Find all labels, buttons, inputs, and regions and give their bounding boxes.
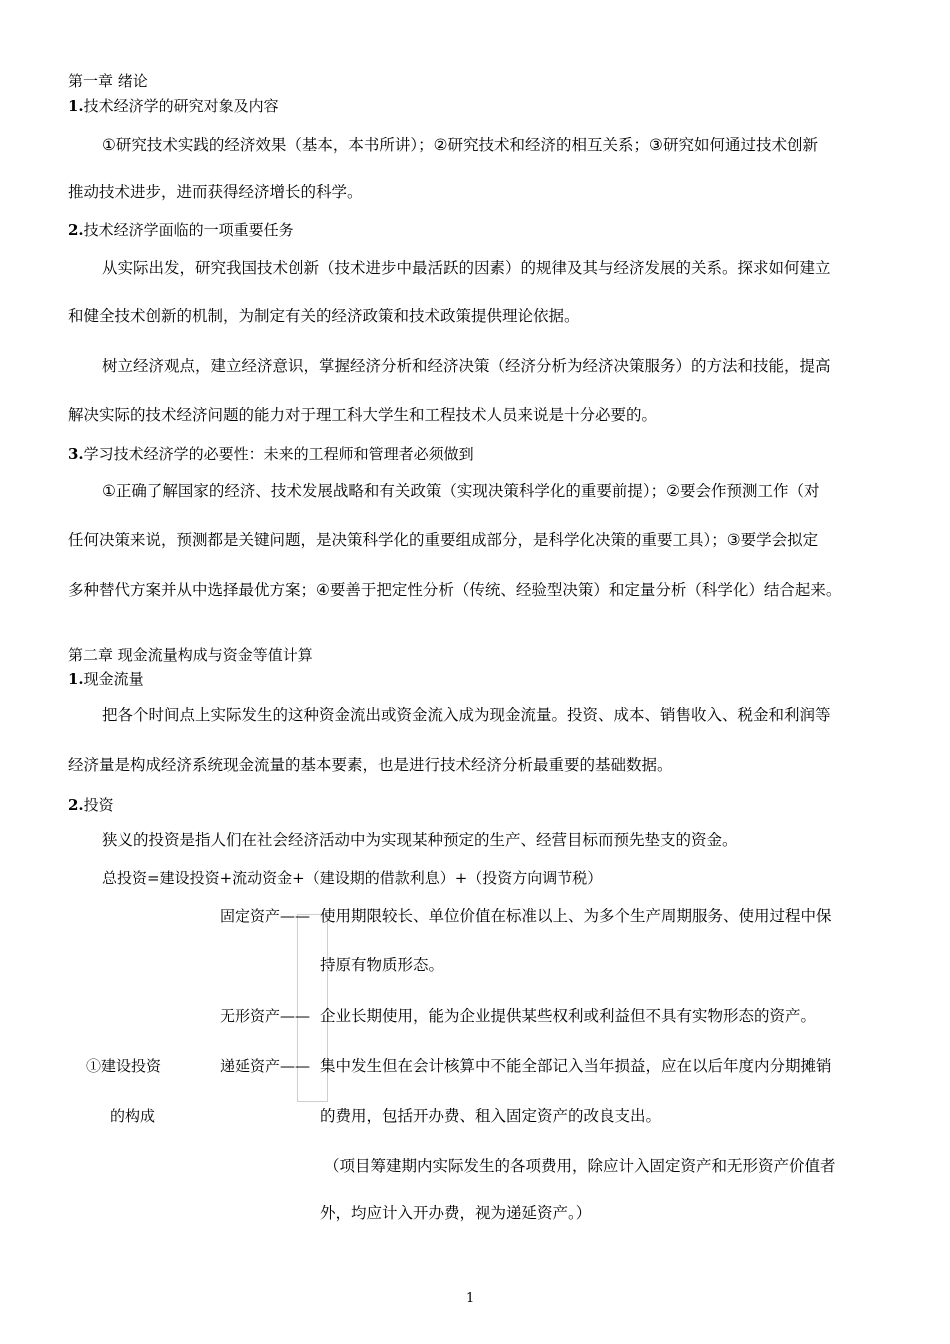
paragraph-line: 把各个时间点上实际发生的这种资金流出或资金流入成为现金流量。投资、成本、销售收入、税金和利润等 xyxy=(102,706,831,724)
paragraph-line: 解决实际的技术经济问题的能力对于理工科大学生和工程技术人员来说是十分必要的。 xyxy=(68,406,658,424)
paragraph-line: 狭义的投资是指人们在社会经济活动中为实现某种预定的生产、经营目标而预先垫支的资金。 xyxy=(102,831,738,849)
section-title: 技术经济学面临的一项重要任务 xyxy=(83,221,294,239)
section-2-2-heading xyxy=(68,795,114,815)
fixed-asset-desc: 使用期限较长、单位价值在标准以上、为多个生产周期服务、使用过程中保 xyxy=(320,907,832,925)
construction-investment-label: ①建设投资 xyxy=(86,1057,162,1075)
section-2-1-heading xyxy=(68,669,144,689)
section-title: 投资 xyxy=(83,796,114,814)
total-investment-formula: 总投资=建设投资+流动资金+（建设期的借款利息）+（投资方向调节税） xyxy=(102,869,603,887)
chapter-2-title: 第二章 现金流量构成与资金等值计算 xyxy=(68,646,313,664)
section-number: 2. xyxy=(68,221,84,239)
section-title: 技术经济学的研究对象及内容 xyxy=(83,97,279,115)
section-1-1-heading xyxy=(68,96,279,116)
paragraph-line: 和健全技术创新的机制，为制定有关的经济政策和技术政策提供理论依据。 xyxy=(68,307,580,325)
section-number: 3. xyxy=(68,445,84,463)
deferred-asset-desc: 的费用，包括开办费、租入固定资产的改良支出。 xyxy=(320,1107,662,1125)
paragraph-line: 推动技术进步，进而获得经济增长的科学。 xyxy=(68,183,363,201)
intangible-asset-label: 无形资产—— xyxy=(220,1007,311,1025)
deferred-asset-desc: 集中发生但在会计核算中不能全部记入当年损益，应在以后年度内分期摊销 xyxy=(320,1057,832,1075)
paragraph-line: 多种替代方案并从中选择最优方案；④要善于把定性分析（传统、经验型决策）和定量分析（科学化）结合起来。 xyxy=(68,581,842,599)
section-1-3-heading xyxy=(68,444,474,464)
construction-investment-label: 的构成 xyxy=(110,1107,156,1125)
section-number: 1. xyxy=(68,97,84,115)
section-number: 1. xyxy=(68,670,84,688)
section-title: 学习技术经济学的必要性：未来的工程师和管理者必须做到 xyxy=(83,445,474,463)
paragraph-line: ①研究技术实践的经济效果（基本，本书所讲）；②研究技术和经济的相互关系；③研究如何通过技术创新 xyxy=(102,136,818,154)
paragraph-line: 任何决策来说，预测都是关键问题，是决策科学化的重要组成部分，是科学化决策的重要工具）；③要学会拟定 xyxy=(68,531,819,549)
fixed-asset-desc: 持原有物质形态。 xyxy=(320,956,445,974)
fixed-asset-label: 固定资产—— xyxy=(220,907,311,925)
section-number: 2. xyxy=(68,796,84,814)
paragraph-line: ①正确了解国家的经济、技术发展战略和有关政策（实现决策科学化的重要前提）；②要会作预测工作（对 xyxy=(102,482,820,500)
deferred-asset-label: 递延资产—— xyxy=(220,1057,311,1075)
page-number: 1 xyxy=(466,1291,475,1306)
section-title: 现金流量 xyxy=(83,670,144,688)
deferred-asset-note: 外，均应计入开办费，视为递延资产。） xyxy=(320,1204,592,1222)
deferred-asset-note: （项目筹建期内实际发生的各项费用，除应计入固定资产和无形资产价值者 xyxy=(324,1157,836,1175)
chapter-1-title: 第一章 绪论 xyxy=(68,72,148,90)
paragraph-line: 从实际出发，研究我国技术创新（技术进步中最活跃的因素）的规律及其与经济发展的关系。探求如何建立 xyxy=(102,259,831,277)
section-1-2-heading xyxy=(68,220,294,240)
intangible-asset-desc: 企业长期使用，能为企业提供某些权利或利益但不具有实物形态的资产。 xyxy=(320,1007,817,1025)
paragraph-line: 经济量是构成经济系统现金流量的基本要素，也是进行技术经济分析最重要的基础数据。 xyxy=(68,756,673,774)
paragraph-line: 树立经济观点，建立经济意识，掌握经济分析和经济决策（经济分析为经济决策服务）的方法和技能，提高 xyxy=(102,357,831,375)
